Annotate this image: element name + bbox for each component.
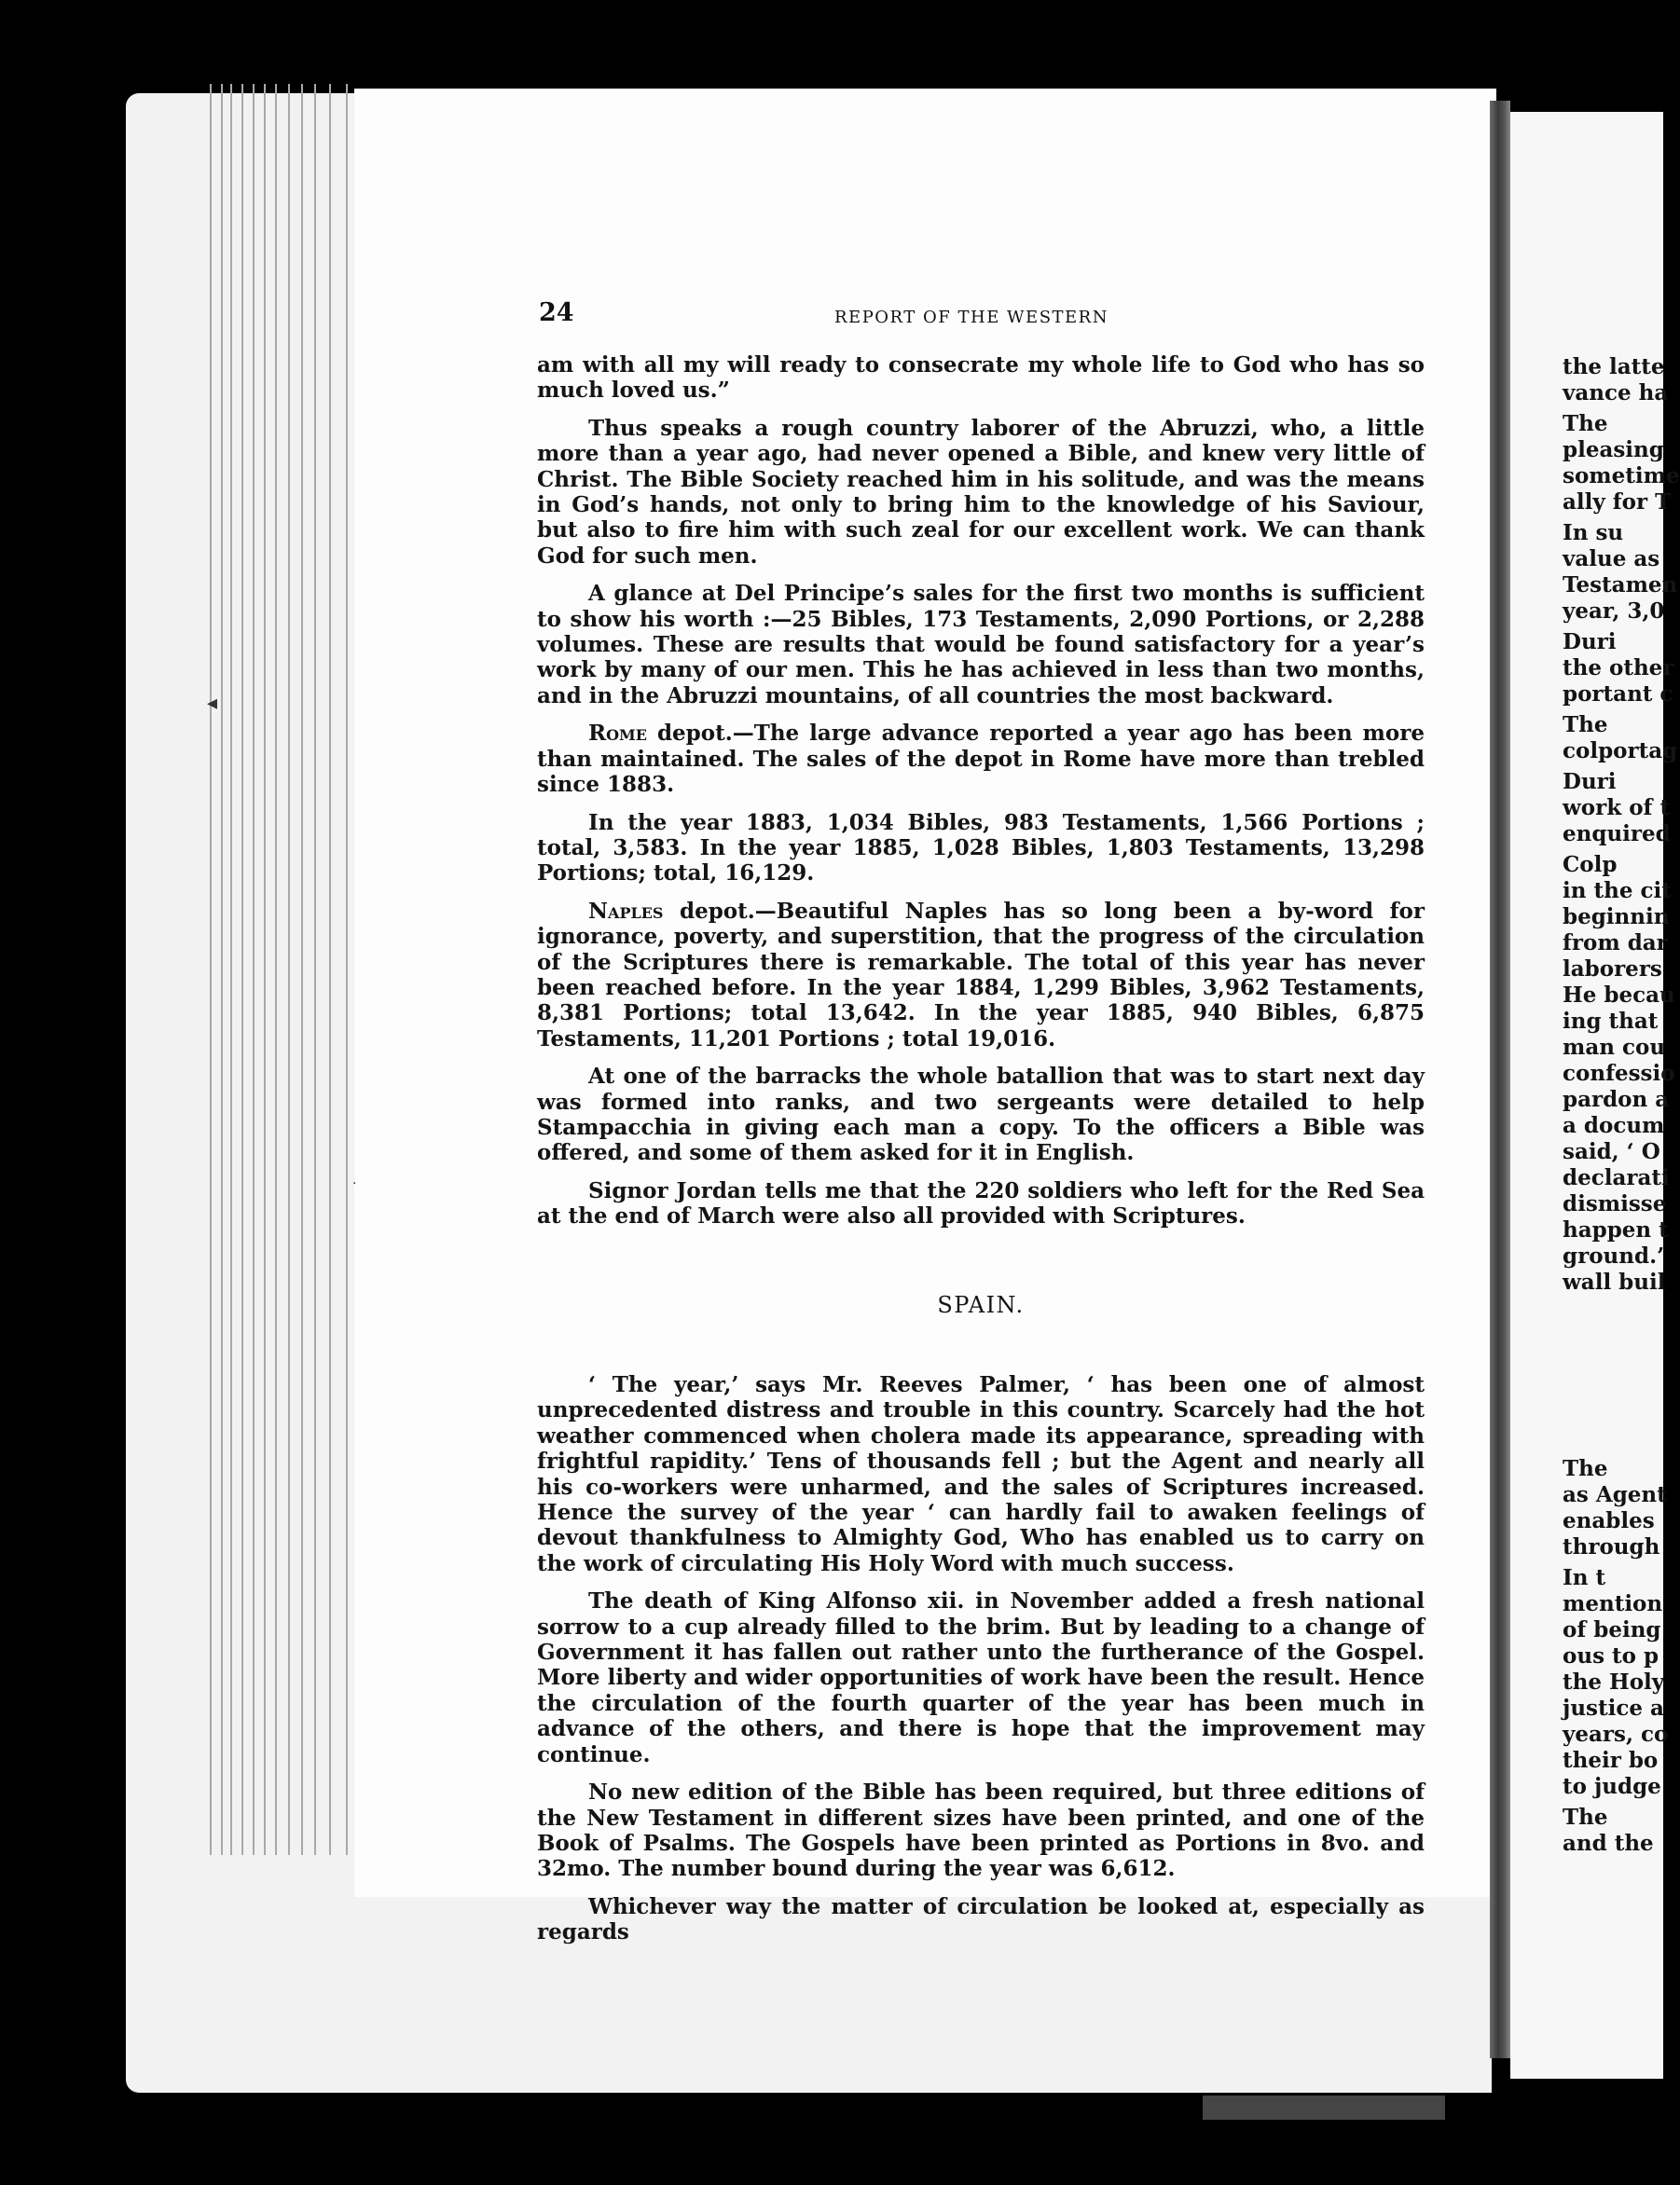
paragraph: ‘ The year,’ says Mr. Reeves Palmer, ‘ has been one of almost unprecedented distress and trouble in this country. Scarcely had the hot weather commenced when cholera made its appearance, spreading with frightful rapidity.’ Tens of thousands fell ; but the Agent and nearly all his co-workers were unharmed, and the sales of Scriptures increased. Hence the survey of the year ‘ can hardly fail to awaken feelings of devout thankfulness to Almighty God, Who has enabled us to carry on the work of circulating His Holy Word with much success. (537, 1372, 1425, 1576)
right-page-line-fragment: pardon a (1563, 1087, 1670, 1112)
right-page-line-fragment: Testamen (1563, 572, 1678, 598)
right-page-line-fragment: said, ‘ O (1563, 1139, 1660, 1164)
section-heading: SPAIN. (937, 1291, 1025, 1318)
right-page-line-fragment: value as (1563, 546, 1660, 571)
right-page-line-fragment: ally for T (1563, 489, 1672, 515)
right-page-line-fragment: The (1563, 1805, 1608, 1830)
right-page-line-fragment: a docum (1563, 1113, 1665, 1138)
right-page-line-fragment: pleasing (1563, 437, 1664, 462)
right-page-line-fragment: portant c (1563, 681, 1673, 707)
paragraph: In the year 1883, 1,034 Bibles, 983 Testaments, 1,566 Portions ; total, 3,583. In the year 1885, 1,028 Bibles, 1,803 Testaments, 13,298 Portions; total, 16,129. (537, 809, 1425, 886)
right-page-line-fragment: the other (1563, 655, 1674, 680)
paragraph: No new edition of the Bible has been required, but three editions of the New Testament in different sizes have been printed, and one of the Book of Psalms. The Gospels have been printed as Portions in 8vo. and 32mo. The number bound during the year was 6,612. (537, 1780, 1425, 1882)
book-gutter (1490, 101, 1510, 2058)
paragraph: am with all my will ready to consecrate my whole life to God who has so much loved us.” (537, 352, 1425, 404)
right-page-line-fragment: beginnin (1563, 904, 1670, 929)
paragraph: A glance at Del Principe’s sales for the first two months is sufficient to show his worth :—25 Bibles, 173 Testaments, 2,090 Portions, or 2,288 volumes. These are results that would be found satisfactory for a year’s work by many of our men. This he has achieved in less than two months, and in the Abruzzi mountains, of all countries the most backward. (537, 581, 1425, 708)
paragraph: Whichever way the matter of circulation be looked at, especially as regards (537, 1893, 1425, 1945)
paragraph: At one of the barracks the whole batallion that was to start next day was formed into ranks, and two sergeants were detailed to help Stampacchia in giving each man a copy. To the officers a Bible was offered, and some of them asked for it in English. (537, 1064, 1425, 1166)
scanner-shadow-strip (1203, 2096, 1445, 2120)
right-page-line-fragment: colportag (1563, 738, 1678, 763)
right-page-line-fragment: sometime (1563, 463, 1680, 488)
right-page-line-fragment: The (1563, 1456, 1608, 1481)
right-page-line-fragment: Colp (1563, 852, 1618, 877)
ink-speck: ◂ (207, 692, 218, 715)
right-page-line-fragment: man cou (1563, 1035, 1666, 1060)
right-page-line-fragment: from dar (1563, 930, 1668, 955)
right-page-line-fragment: mention (1563, 1591, 1663, 1616)
page-number: 24 (539, 298, 574, 327)
right-page-line-fragment: vance ha (1563, 380, 1669, 405)
right-page-line-fragment: enquired (1563, 821, 1671, 846)
right-page-line-fragment: In t (1563, 1565, 1606, 1590)
right-page-line-fragment: In su (1563, 520, 1624, 545)
right-page-line-fragment: He becau (1563, 983, 1675, 1008)
right-page-text-fragments (1563, 0, 1680, 2185)
paragraph-body: depot.—Beautiful Naples has so long been a by-word for ignorance, poverty, and superstition, that the progress of the circulation of the Scriptures there is remarkable. The total of this year has never been reached before. In the year 1884, 1,299 Bibles, 3,962 Testaments, 8,381 Portions; total 13,642. In the year 1885, 940 Bibles, 6,875 Testaments, 11,201 Portions ; total 19,016. (537, 898, 1425, 1051)
right-page-line-fragment: and the (1563, 1831, 1654, 1856)
right-page-line-fragment: to judge (1563, 1774, 1661, 1799)
right-page-line-fragment: Duri (1563, 629, 1617, 654)
right-page-line-fragment: of being (1563, 1617, 1661, 1642)
right-page-line-fragment: the latte (1563, 354, 1665, 379)
paragraph-lead: Rome (588, 721, 647, 747)
right-page-line-fragment: justice a (1563, 1696, 1664, 1721)
right-page-line-fragment: ground.’ (1563, 1244, 1665, 1269)
paragraph (537, 721, 1425, 797)
right-page-line-fragment: work of t (1563, 795, 1671, 820)
running-head: REPORT OF THE WESTERN (834, 308, 1109, 327)
right-page-line-fragment: their bo (1563, 1748, 1659, 1773)
right-page-line-fragment: dismisse (1563, 1191, 1667, 1216)
right-page-line-fragment: years, co (1563, 1722, 1669, 1747)
right-page-line-fragment: declarati (1563, 1165, 1670, 1190)
paragraph-lead: Naples (588, 898, 664, 924)
right-page-line-fragment: happen t (1563, 1217, 1669, 1243)
right-page-line-fragment: the Holy (1563, 1670, 1665, 1695)
right-page-line-fragment: wall buil (1563, 1270, 1666, 1295)
right-page-line-fragment: in the cit (1563, 878, 1672, 903)
stacked-page-edges (210, 84, 364, 1855)
right-page-line-fragment: confessio (1563, 1061, 1675, 1086)
right-page-line-fragment: through (1563, 1534, 1660, 1560)
paragraph-body: depot.—The large advance reported a year ago has been more than maintained. The sales of the depot in Rome have more than trebled since 1883. (537, 721, 1425, 798)
right-page-line-fragment: as Agent (1563, 1482, 1667, 1507)
right-page-line-fragment: enables (1563, 1508, 1655, 1533)
right-page-line-fragment: The (1563, 411, 1608, 436)
left-text-column (537, 352, 1425, 1958)
right-page-line-fragment: year, 3,0 (1563, 598, 1665, 624)
right-page-line-fragment: ous to p (1563, 1643, 1659, 1669)
paragraph (537, 899, 1425, 1051)
right-page-line-fragment: Duri (1563, 769, 1617, 794)
paragraph: Signor Jordan tells me that the 220 soldiers who left for the Red Sea at the end of March were also all provided with Scriptures. (537, 1177, 1425, 1230)
paragraph: Thus speaks a rough country laborer of the Abruzzi, who, a little more than a year ago, had never opened a Bible, and knew very little of Christ. The Bible Society reached him in his solitude, and was the means in God’s hands, not only to bring him to the knowledge of his Saviour, but also to fire him with such zeal for our excellent work. We can thank God for such men. (537, 415, 1425, 569)
paragraph: The death of King Alfonso xii. in November added a fresh national sorrow to a cup already filled to the brim. But by leading to a change of Government it has fallen out rather unto the furtherance of the Gospel. More liberty and wider opportunities of work have been the result. Hence the circulation of the fourth quarter of the year has been much in advance of the others, and there is hope that the improvement may continue. (537, 1588, 1425, 1767)
ink-speck: · (352, 1176, 357, 1191)
right-page-line-fragment: ing that (1563, 1009, 1659, 1034)
right-page-line-fragment: The (1563, 712, 1608, 737)
right-page-line-fragment: laborers (1563, 956, 1662, 982)
